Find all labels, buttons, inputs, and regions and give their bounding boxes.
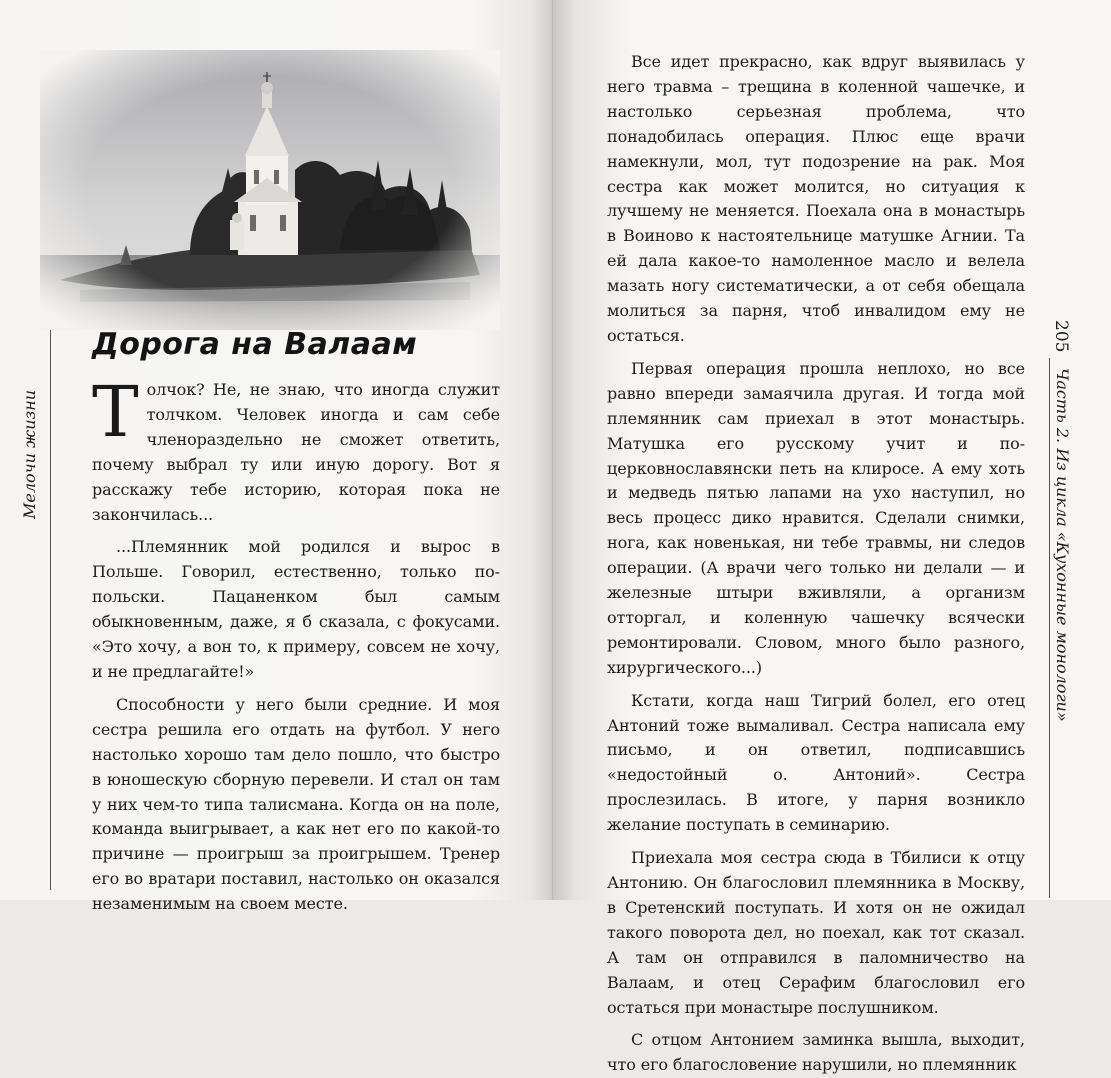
chapter-title: Дорога на Валаам: [92, 327, 418, 362]
right-margin-rule: [1049, 358, 1050, 898]
left-running-head-text: Мелочи жизни: [20, 390, 39, 520]
right-running-head: [1045, 310, 1105, 890]
paragraph: Кстати, когда наш Тигрий болел, его отец Антоний тоже вымаливал. Сестра написала ему письмо, и он ответил, подписавшись «недостойный о. Антоний». Сестра прослезилась. В итоге, у парня возникло желание поступать в семинарию.: [607, 690, 1025, 835]
left-running-head: [20, 330, 60, 890]
drop-cap: Т: [92, 371, 139, 453]
paragraph: Приехала моя сестра сюда в Тбилиси к отцу Антонию. Он благословил племянника в Москву, в Сретенский поступать. И хотя он не ожидал такого поворота дел, но поехал, как тот сказал. А там он отправился в паломничество на Валаам, и отец Серафим благословил его остаться при монастыре послушником.: [607, 848, 1025, 1017]
page-number: 205: [1051, 320, 1071, 353]
left-margin-rule: [50, 330, 51, 890]
left-text-column: [92, 371, 500, 917]
left-page: [0, 0, 553, 914]
island-church-photo: [40, 50, 500, 330]
right-page: [553, 0, 1111, 1075]
right-running-head-text: Часть 2. Из цикла «Кухонные монологи»: [1053, 368, 1072, 722]
right-text-column: [607, 50, 1025, 1078]
paragraph: ...Племянник мой родился и вырос в Польше. Говорил, естественно, только по-польски. Пацаненком был самым обыкновенным, даже, я б сказала, с фокусами. «Это хочу, а вон то, к примеру, совсем не хочу, и не предлагайте!»: [92, 537, 500, 681]
intro-paragraph: [92, 371, 500, 527]
paragraph: Способности у него были средние. И моя сестра решила его отдать на футбол. У него настолько хорошо там дело пошло, что быстро в юношескую сборную перевели. И стал он там у них чем-то типа талисмана. Когда он на поле, команда выигрывает, а как нет его по какой-то причине — проигрыш за проигрышем. Тренер его во вратари поставил, настолько он оказался незаменимым на своем месте.: [92, 694, 500, 914]
paragraph: С отцом Антонием заминка вышла, выходит, что его благословение нарушили, но племянник: [607, 1030, 1025, 1075]
paragraph: Все идет прекрасно, как вдруг выявилась у него травма – трещина в коленной чашечке, и настолько серьезная проблема, что понадобилась операция. Плюс еще врачи намекнули, мол, тут подозрение на рак. Моя сестра как может молится, но ситуация к лучшему не меняется. Поехала она в монастырь в Воиново к настоятельнице матушке Агнии. Та ей дала какое-то намоленное масло и велела мазать ногу систематически, а от себя обещала молиться за парня, чтоб инвалидом ему не остаться.: [607, 52, 1025, 345]
paragraph: Первая операция прошла неплохо, но все равно впереди замаячила другая. И тогда мой племянник сам приехал в этот монастырь. Матушка его русскому учит и по-церковнославянски петь на клиросе. А ему хоть и медведь пятью лапами на ухо наступил, но весь процесс дико нравится. Сделали снимки, нога, как новенькая, ни тебе травмы, ни следов операции. (А врачи чего только ни делали — и железные штыри вживляли, а организм отторгал, и коленную чашечку всячески ремонтировали. Словом, много было разного, хирургического...): [607, 358, 1025, 677]
intro-text: олчок? Не, не знаю, что иногда служит толчком. Человек иногда и сам себе членораздельно не сможет ответить, почему выбрал ту или иную дорогу. Вот я расскажу тебе историю, которая пока не закончилась...: [92, 380, 500, 524]
